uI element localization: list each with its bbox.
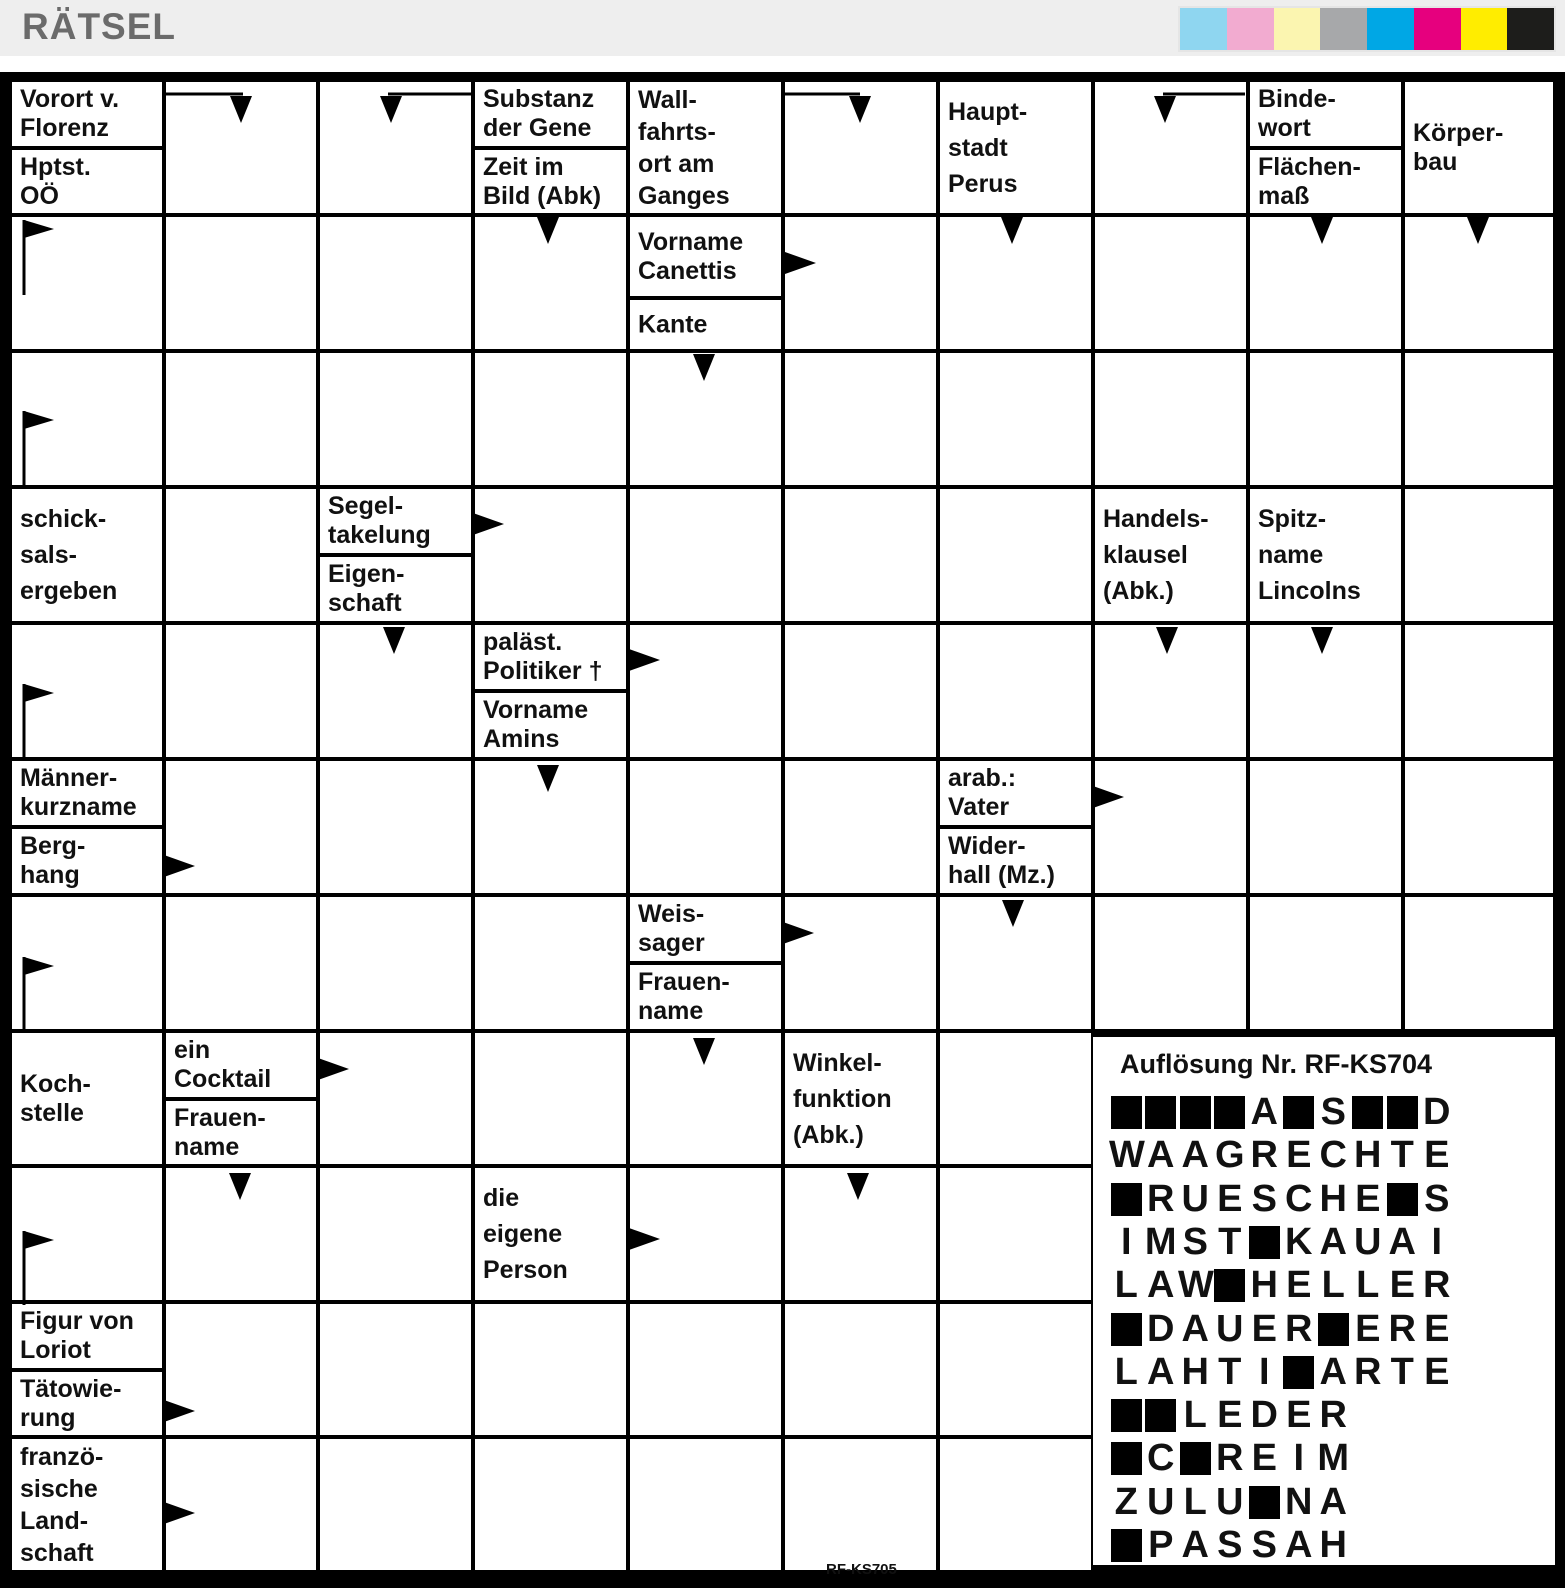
solution-letter: W — [1178, 1264, 1214, 1307]
arrow-right-icon — [629, 649, 660, 671]
solution-letter: A — [1181, 1307, 1209, 1350]
arrow-down-icon — [693, 354, 715, 381]
clue-line: Kante — [638, 310, 708, 338]
arrow-down-icon — [1311, 627, 1333, 654]
clue-line: Tätowie- — [20, 1374, 122, 1403]
clue-line: Land- — [20, 1506, 89, 1535]
solution-letter: A — [1181, 1134, 1209, 1177]
flag-arrow-icon — [24, 1231, 54, 1249]
swatch-magenta — [1414, 8, 1461, 50]
solution-letter: E — [1217, 1394, 1243, 1437]
solution-letter: L — [1183, 1480, 1207, 1523]
arrow-down-icon — [1467, 217, 1489, 244]
arrow-right-icon — [318, 1058, 349, 1080]
solution-letter: R — [1250, 1134, 1278, 1177]
solution-row — [1109, 1307, 1454, 1350]
solution-row — [1109, 1526, 1351, 1564]
solution-letter: R — [1388, 1307, 1416, 1350]
solution-letter: U — [1216, 1480, 1244, 1523]
clue-line: Wider- — [948, 832, 1026, 860]
solution-letter: H — [1319, 1177, 1347, 1220]
solution-letter: A — [1147, 1350, 1175, 1393]
solution-letter: L — [1356, 1264, 1380, 1307]
clue-line: Canettis — [638, 256, 737, 285]
clue-line: bau — [1413, 147, 1458, 176]
clue-line: Winkel- — [793, 1048, 882, 1077]
page-header — [0, 0, 1565, 56]
arrow-down-icon — [383, 627, 405, 654]
clue-line: stadt — [948, 133, 1008, 162]
clue-line: Cocktail — [174, 1065, 272, 1093]
solution-letter: N — [1285, 1480, 1313, 1523]
solution-letter: A — [1319, 1350, 1347, 1393]
clue-line: Amins — [483, 725, 560, 753]
clue-line: Bild (Abk) — [483, 181, 602, 210]
clue-line: Figur von — [20, 1307, 134, 1335]
clue-line: schick- — [20, 505, 107, 533]
solution-block — [1385, 1180, 1420, 1218]
solution-letter: S — [1217, 1524, 1243, 1566]
solution-letter: W — [1109, 1134, 1145, 1177]
solution-block — [1316, 1310, 1351, 1348]
arrow-down-icon — [849, 96, 871, 123]
solution-row — [1109, 1134, 1454, 1177]
clue-line: Flächen- — [1258, 152, 1361, 181]
page-title: RÄTSEL — [22, 6, 176, 47]
clue-line: kurzname — [20, 793, 137, 821]
swatch-black — [1507, 8, 1554, 50]
solution-letter: L — [1321, 1264, 1345, 1307]
arrow-down-icon — [693, 1038, 715, 1065]
solution-block — [1213, 1093, 1248, 1131]
arrow-right-icon — [1093, 786, 1124, 808]
solution-letter: E — [1286, 1264, 1312, 1307]
solution-letter: C — [1147, 1437, 1175, 1480]
clue-line: der Gene — [483, 114, 592, 142]
solution-row — [1109, 1394, 1351, 1437]
solution-letter: A — [1147, 1134, 1175, 1177]
solution-block — [1109, 1439, 1144, 1477]
solution-block — [1109, 1180, 1144, 1218]
clue-line: name — [174, 1132, 240, 1161]
clue-line: (Abk.) — [1103, 577, 1174, 605]
solution-block — [1213, 1266, 1248, 1304]
clue-line: ort am — [638, 149, 715, 178]
solution-letter: L — [1114, 1350, 1138, 1393]
solution-block — [1109, 1526, 1144, 1564]
arrow-down-icon — [1156, 627, 1178, 654]
clue-line: OÖ — [20, 181, 59, 210]
solution-letter: E — [1286, 1394, 1312, 1437]
arrow-right-icon — [164, 1502, 195, 1524]
solution-block — [1144, 1396, 1179, 1434]
arrow-right-icon — [783, 922, 814, 944]
clue-line: wort — [1258, 114, 1311, 142]
clue-line: eigene — [483, 1220, 563, 1248]
solution-letter: R — [1319, 1394, 1347, 1437]
solution-letter: L — [1114, 1264, 1138, 1307]
clue-line: sager — [638, 929, 705, 957]
solution-letter: I — [1431, 1220, 1443, 1263]
clue-line: Lincolns — [1258, 577, 1361, 605]
clue-line: ein — [174, 1036, 211, 1064]
clue-line: Körper- — [1413, 118, 1504, 147]
solution-letter: H — [1354, 1134, 1382, 1177]
arrow-down-icon — [1002, 900, 1024, 927]
clue-line: schaft — [328, 589, 402, 617]
solution-block — [1109, 1093, 1144, 1131]
clue-line: sals- — [20, 541, 77, 569]
solution-letter: A — [1388, 1220, 1416, 1263]
solution-block — [1247, 1483, 1282, 1521]
solution-letter: S — [1251, 1524, 1277, 1566]
clue-line: Weis- — [638, 900, 705, 928]
solution-letter: S — [1182, 1220, 1208, 1263]
solution-block — [1178, 1439, 1213, 1477]
puzzle-code: RF-KS705 — [826, 1561, 897, 1578]
solution-letter: R — [1285, 1307, 1313, 1350]
arrow-right-icon — [473, 513, 504, 535]
solution-letter: E — [1424, 1134, 1450, 1177]
clue-line: Haupt- — [948, 97, 1028, 126]
solution-letter: E — [1389, 1264, 1415, 1307]
solution-letter: E — [1424, 1307, 1450, 1350]
clue-line: takelung — [328, 521, 431, 549]
solution-letter: U — [1147, 1480, 1175, 1523]
clue-line: Koch- — [20, 1069, 91, 1098]
arrow-down-icon — [537, 765, 559, 792]
solution-letter: A — [1181, 1524, 1209, 1566]
solution-letter: E — [1251, 1437, 1277, 1480]
clue-line: Hptst. — [20, 152, 91, 181]
arrow-down-icon — [229, 1173, 251, 1200]
clue-line: hall (Mz.) — [948, 861, 1055, 889]
clue-line: Ganges — [638, 181, 730, 210]
swatch-light-magenta — [1227, 8, 1274, 50]
arrow-right-icon — [164, 855, 195, 877]
swatch-gray — [1320, 8, 1367, 50]
clue-line: Person — [483, 1256, 568, 1284]
clue-line: Vorname — [483, 696, 589, 724]
arrow-down-icon — [1311, 217, 1333, 244]
flag-arrow-icon — [24, 411, 54, 429]
flag-arrow-icon — [24, 957, 54, 975]
solution-letter: R — [1147, 1177, 1175, 1220]
solution-letter: T — [1390, 1134, 1414, 1177]
clue-line: Vorort v. — [20, 85, 120, 113]
clue-line: Vorname — [638, 227, 744, 256]
clue-line: Substanz — [483, 85, 595, 113]
clue-line: name — [638, 997, 704, 1025]
clue-line: arab.: — [948, 764, 1017, 792]
clue-line: Berg- — [20, 832, 86, 860]
clue-line: Politiker † — [483, 657, 603, 685]
clue-line: Spitz- — [1258, 505, 1327, 533]
solution-letter: P — [1148, 1524, 1174, 1566]
swatch-light-cyan — [1180, 8, 1227, 50]
solution-row — [1109, 1264, 1454, 1307]
solution-letter: M — [1317, 1437, 1350, 1480]
clue-line: franzö- — [20, 1442, 104, 1471]
solution-letter: R — [1423, 1264, 1451, 1307]
flag-arrow-icon — [24, 684, 54, 702]
solution-panel — [1093, 1037, 1555, 1565]
clue-line: Handels- — [1103, 505, 1209, 533]
clue-line: maß — [1258, 181, 1310, 210]
clue-line: die — [483, 1184, 520, 1212]
solution-letter: S — [1251, 1177, 1277, 1220]
clue-line: rung — [20, 1403, 76, 1432]
solution-letter: A — [1319, 1220, 1347, 1263]
solution-letter: K — [1285, 1220, 1313, 1263]
solution-letter: H — [1250, 1264, 1278, 1307]
solution-block — [1247, 1223, 1282, 1261]
solution-letter: R — [1354, 1350, 1382, 1393]
solution-block — [1282, 1093, 1317, 1131]
clue-line: Segel- — [328, 492, 404, 520]
solution-block — [1144, 1093, 1179, 1131]
arrow-down-icon — [537, 217, 559, 244]
clue-line: Männer- — [20, 764, 118, 792]
solution-letter: T — [1390, 1350, 1414, 1393]
solution-letter: I — [1258, 1350, 1270, 1393]
solution-letter: I — [1293, 1437, 1305, 1480]
clue-line: Florenz — [20, 114, 109, 142]
solution-letter: U — [1354, 1220, 1382, 1263]
solution-block — [1351, 1093, 1386, 1131]
clue-line: Frauen- — [638, 968, 730, 996]
clue-line: Wall- — [638, 85, 697, 114]
solution-letter: A — [1147, 1264, 1175, 1307]
solution-letter: E — [1355, 1307, 1381, 1350]
solution-letter: A — [1319, 1480, 1347, 1523]
solution-letter: E — [1217, 1177, 1243, 1220]
solution-block — [1109, 1396, 1144, 1434]
clue-line: Vater — [948, 793, 1010, 821]
clue-line: funktion — [793, 1084, 892, 1113]
swatch-yellow — [1461, 8, 1508, 50]
solution-letter: E — [1286, 1134, 1312, 1177]
solution-letter: E — [1355, 1177, 1381, 1220]
arrow-right-icon — [164, 1400, 195, 1422]
clue-line: name — [1258, 541, 1324, 569]
clue-line: stelle — [20, 1098, 84, 1127]
solution-block — [1178, 1093, 1213, 1131]
arrow-down-icon — [1154, 96, 1176, 123]
solution-row — [1109, 1437, 1351, 1480]
solution-letter: D — [1250, 1394, 1278, 1437]
solution-letter: Z — [1114, 1480, 1138, 1523]
solution-row — [1109, 1480, 1351, 1523]
solution-letter: L — [1183, 1394, 1207, 1437]
arrow-down-icon — [847, 1173, 869, 1200]
solution-letter: C — [1319, 1134, 1347, 1177]
color-calibration-bar — [1178, 6, 1556, 52]
arrow-down-icon — [1001, 217, 1023, 244]
solution-letter: M — [1144, 1220, 1177, 1263]
clue-line: sische — [20, 1474, 98, 1503]
solution-letter: S — [1424, 1177, 1450, 1220]
clue-line: fahrts- — [638, 117, 716, 146]
clue-line: klausel — [1103, 541, 1188, 569]
solution-letter: C — [1285, 1177, 1313, 1220]
solution-letter: E — [1251, 1307, 1277, 1350]
solution-letter: H — [1181, 1350, 1209, 1393]
solution-letter: D — [1423, 1091, 1451, 1133]
clue-line: hang — [20, 861, 80, 889]
solution-letter: E — [1424, 1350, 1450, 1393]
arrow-right-icon — [629, 1228, 660, 1250]
solution-letter: T — [1218, 1220, 1242, 1263]
clue-line: Loriot — [20, 1336, 91, 1364]
solution-letter: S — [1320, 1091, 1346, 1133]
solution-row — [1109, 1093, 1454, 1131]
solution-row — [1109, 1177, 1454, 1220]
solution-block — [1385, 1093, 1420, 1131]
flag-arrow-icon — [24, 220, 54, 238]
solution-letter: G — [1214, 1134, 1245, 1177]
clue-line: paläst. — [483, 628, 563, 656]
solution-letter: U — [1216, 1307, 1244, 1350]
clue-line: Zeit im — [483, 152, 564, 181]
clue-line: Frauen- — [174, 1103, 266, 1132]
swatch-light-yellow — [1274, 8, 1321, 50]
clue-line: ergeben — [20, 577, 118, 605]
arrow-right-icon — [785, 252, 816, 274]
clue-line: Binde- — [1258, 85, 1336, 113]
solution-title: Auflösung Nr. RF-KS704 — [1120, 1049, 1433, 1079]
solution-letter: U — [1181, 1177, 1209, 1220]
arrow-down-icon — [380, 96, 402, 123]
clue-line: schaft — [20, 1538, 94, 1567]
clue-line: Perus — [948, 169, 1018, 198]
solution-letter: I — [1120, 1220, 1132, 1263]
solution-letter: A — [1285, 1524, 1313, 1566]
solution-letter: R — [1216, 1437, 1244, 1480]
clue-line: Eigen- — [328, 560, 405, 588]
solution-letter: H — [1319, 1524, 1347, 1566]
solution-letter: A — [1250, 1091, 1278, 1133]
solution-row — [1109, 1350, 1454, 1393]
clue-line: (Abk.) — [793, 1120, 864, 1149]
arrow-down-icon — [230, 96, 252, 123]
solution-letter: D — [1147, 1307, 1175, 1350]
swatch-cyan — [1367, 8, 1414, 50]
solution-letter: T — [1218, 1350, 1242, 1393]
solution-row — [1109, 1220, 1454, 1263]
solution-block — [1109, 1310, 1144, 1348]
solution-block — [1282, 1353, 1317, 1391]
